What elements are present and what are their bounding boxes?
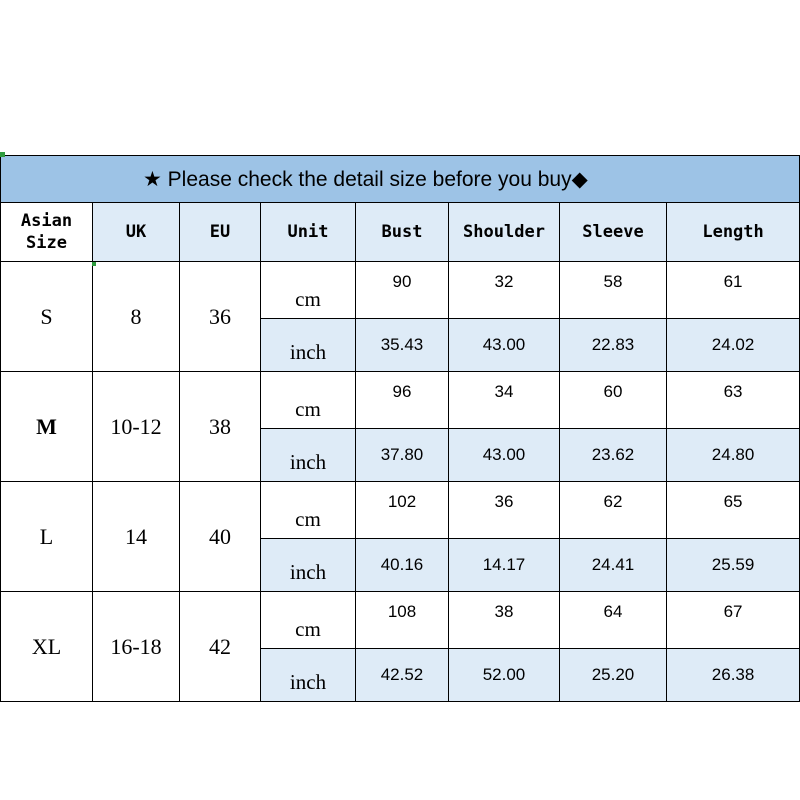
uk-cell: 14 — [93, 482, 180, 592]
banner-row — [1, 156, 800, 203]
length-cell: 61 — [667, 262, 800, 319]
shoulder-cell: 34 — [449, 372, 560, 429]
unit-cell: inch — [261, 649, 356, 702]
uk-cell: 10-12 — [93, 372, 180, 482]
sleeve-cell: 25.20 — [560, 649, 667, 702]
header-asian-size — [1, 203, 93, 262]
unit-cell: cm — [261, 592, 356, 649]
header-length: Length — [667, 203, 800, 262]
corner-mark-header — [92, 262, 96, 266]
unit-cell: cm — [261, 482, 356, 539]
size-cell: S — [1, 262, 93, 372]
eu-cell: 42 — [180, 592, 261, 702]
shoulder-cell: 14.17 — [449, 539, 560, 592]
eu-cell: 40 — [180, 482, 261, 592]
size-cell: XL — [1, 592, 93, 702]
bust-cell: 42.52 — [356, 649, 449, 702]
size-cell: M — [1, 372, 93, 482]
bust-cell: 90 — [356, 262, 449, 319]
eu-cell: 38 — [180, 372, 261, 482]
header-asian-line2: Size — [26, 233, 67, 253]
unit-cell: inch — [261, 429, 356, 482]
uk-cell: 16-18 — [93, 592, 180, 702]
shoulder-cell: 32 — [449, 262, 560, 319]
sleeve-cell: 58 — [560, 262, 667, 319]
unit-cell: inch — [261, 319, 356, 372]
length-cell: 67 — [667, 592, 800, 649]
table-row-cm — [1, 592, 800, 649]
eu-cell: 36 — [180, 262, 261, 372]
bust-cell: 35.43 — [356, 319, 449, 372]
bust-cell: 96 — [356, 372, 449, 429]
header-row — [1, 203, 800, 262]
table-row-cm — [1, 262, 800, 319]
header-unit: Unit — [261, 203, 356, 262]
header-asian-line1: Asian — [20, 211, 73, 231]
bust-cell: 108 — [356, 592, 449, 649]
table-row-cm — [1, 482, 800, 539]
table-row-cm — [1, 372, 800, 429]
unit-cell: inch — [261, 539, 356, 592]
header-shoulder: Shoulder — [449, 203, 560, 262]
unit-cell: cm — [261, 372, 356, 429]
size-table — [0, 155, 800, 702]
corner-mark-top — [0, 152, 5, 157]
bust-cell: 37.80 — [356, 429, 449, 482]
sleeve-cell: 22.83 — [560, 319, 667, 372]
size-chart — [0, 155, 799, 702]
length-cell: 25.59 — [667, 539, 800, 592]
length-cell: 65 — [667, 482, 800, 539]
length-cell: 26.38 — [667, 649, 800, 702]
unit-cell: cm — [261, 262, 356, 319]
header-uk: UK — [93, 203, 180, 262]
shoulder-cell: 43.00 — [449, 319, 560, 372]
header-bust: Bust — [356, 203, 449, 262]
length-cell: 24.02 — [667, 319, 800, 372]
sleeve-cell: 60 — [560, 372, 667, 429]
shoulder-cell: 36 — [449, 482, 560, 539]
shoulder-cell: 43.00 — [449, 429, 560, 482]
header-eu: EU — [180, 203, 261, 262]
sleeve-cell: 64 — [560, 592, 667, 649]
length-cell: 24.80 — [667, 429, 800, 482]
length-cell: 63 — [667, 372, 800, 429]
shoulder-cell: 52.00 — [449, 649, 560, 702]
sleeve-cell: 23.62 — [560, 429, 667, 482]
shoulder-cell: 38 — [449, 592, 560, 649]
bust-cell: 102 — [356, 482, 449, 539]
uk-cell: 8 — [93, 262, 180, 372]
bust-cell: 40.16 — [356, 539, 449, 592]
sleeve-cell: 62 — [560, 482, 667, 539]
header-sleeve: Sleeve — [560, 203, 667, 262]
size-cell: L — [1, 482, 93, 592]
sleeve-cell: 24.41 — [560, 539, 667, 592]
banner-text: ★ Please check the detail size before you buy◆ — [1, 156, 800, 203]
